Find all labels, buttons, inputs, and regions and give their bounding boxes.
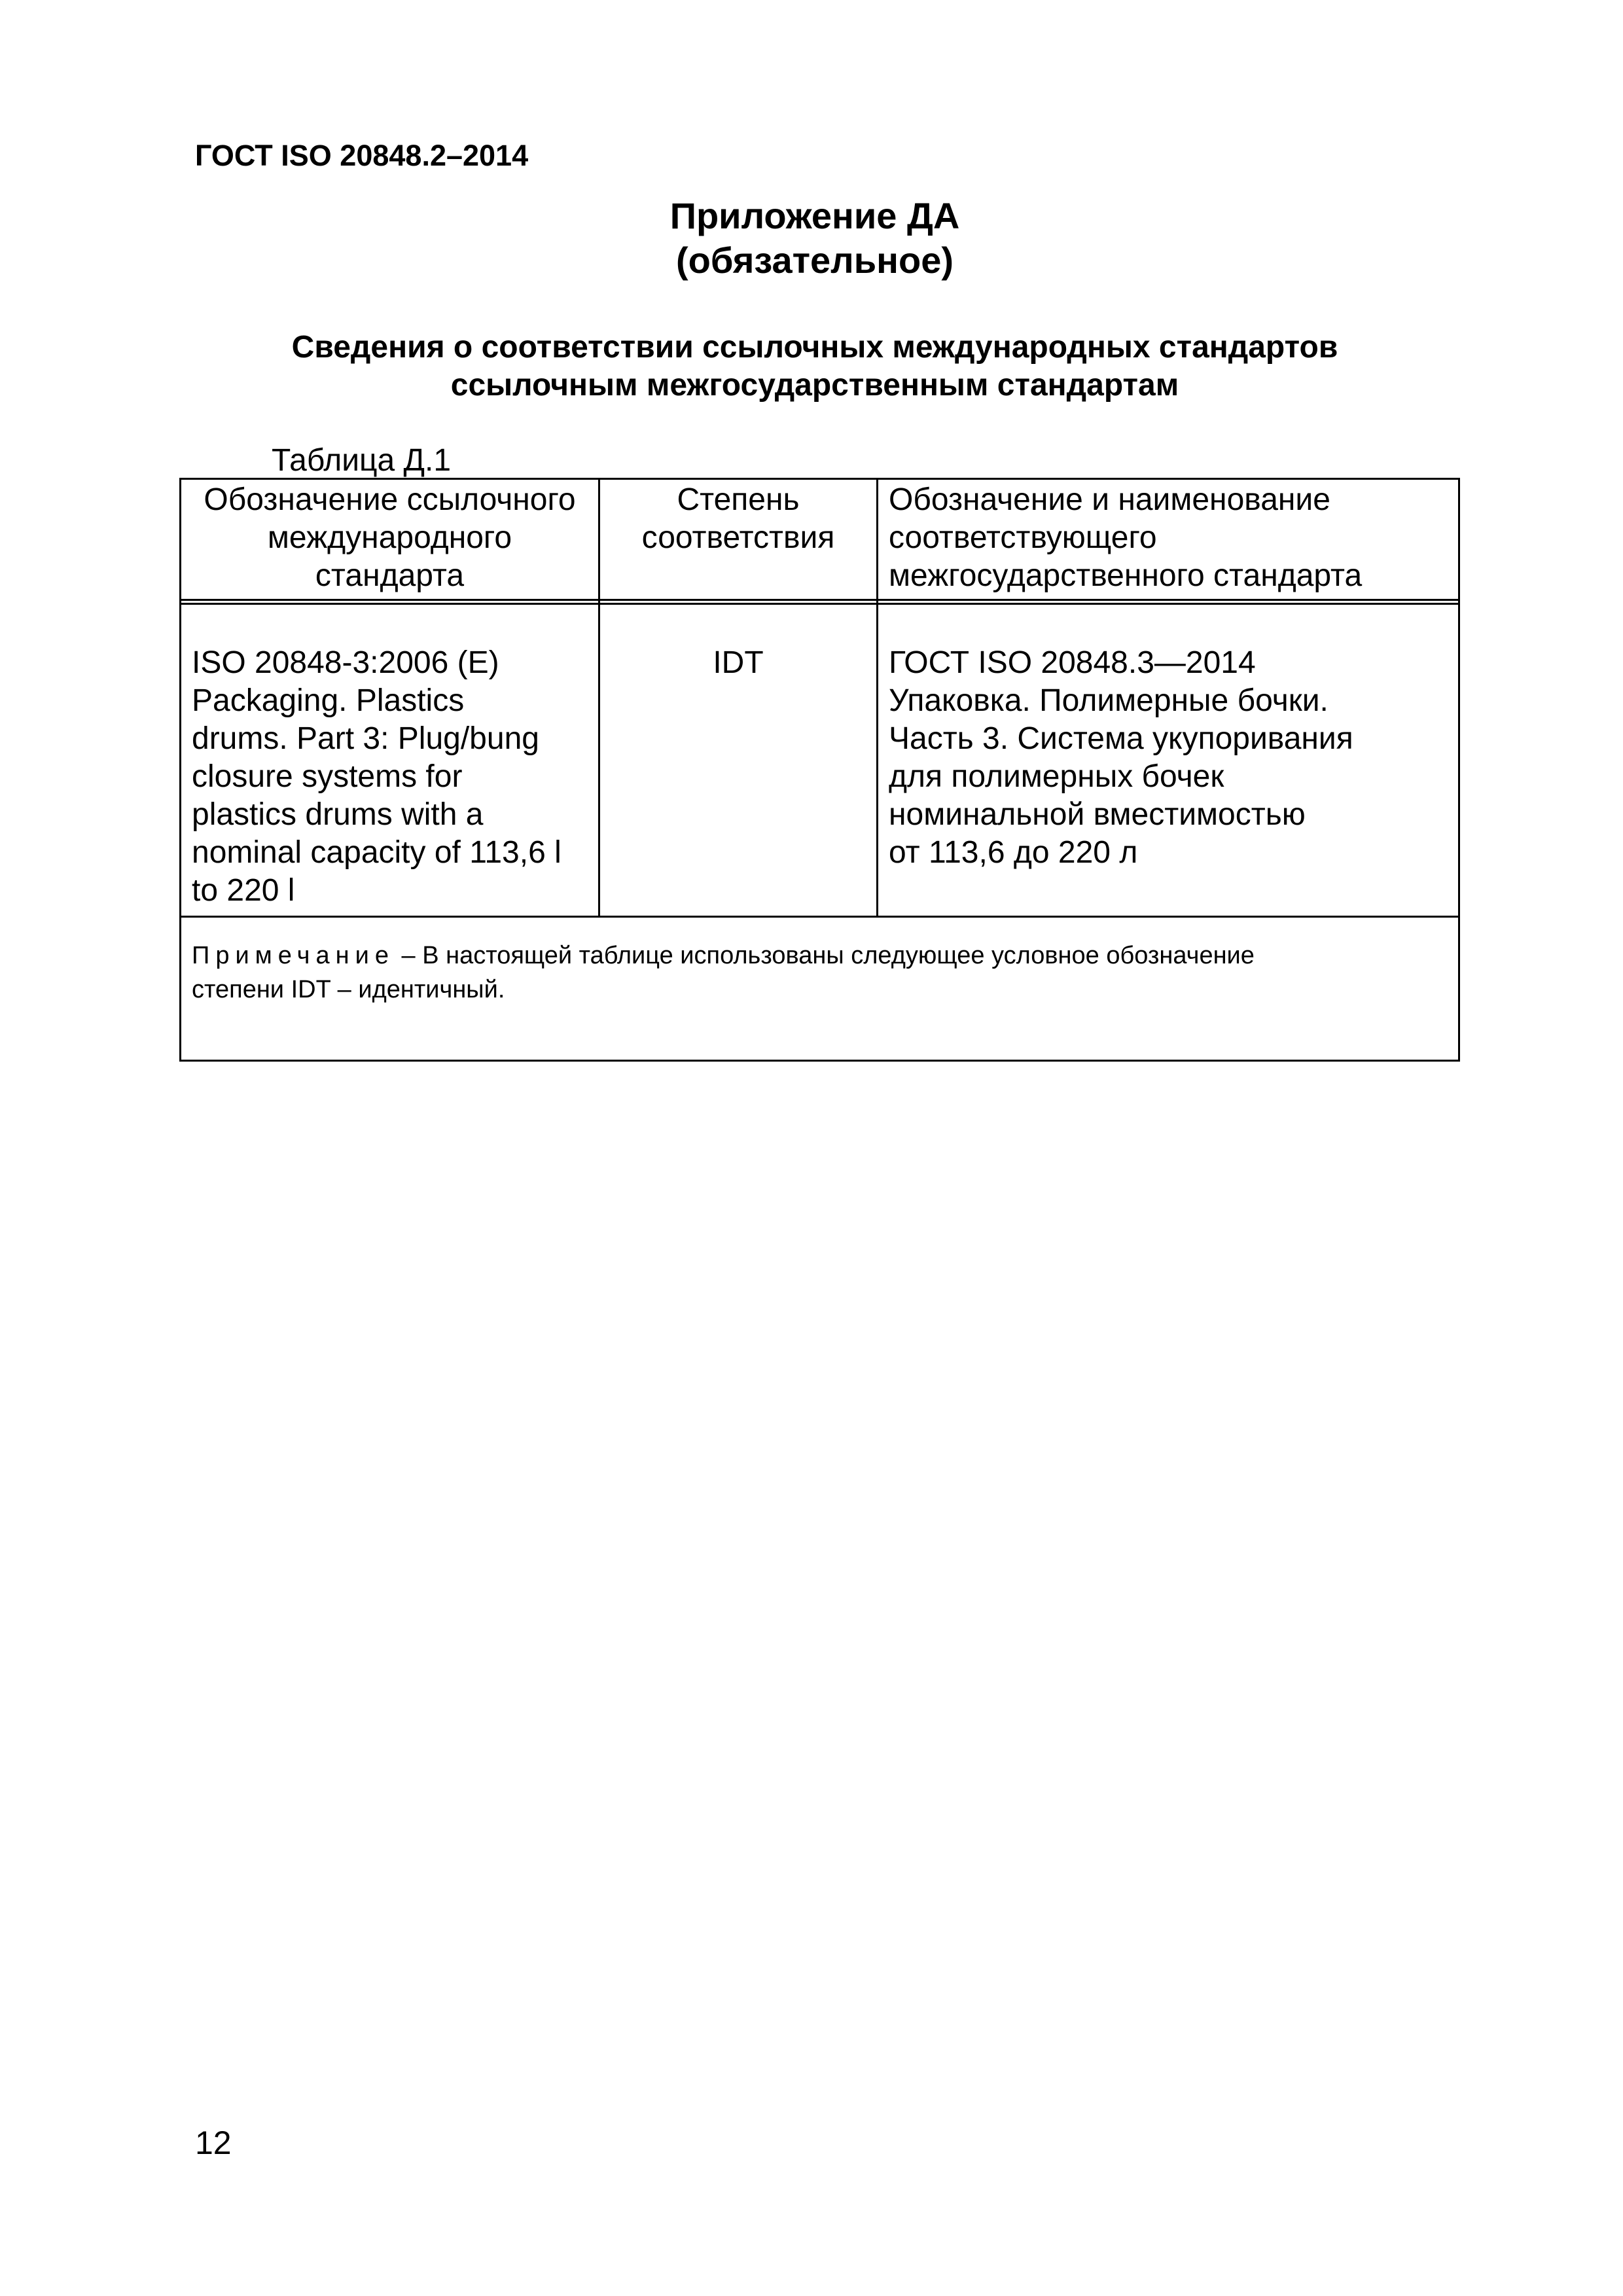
degree-cell — [599, 604, 878, 917]
page-number: 12 — [195, 2125, 232, 2161]
document-code: ГОСТ ISO 20848.2–2014 — [195, 139, 529, 172]
interstate-standard-cell — [878, 604, 1459, 917]
header-cell-line: межгосударственного стандарта — [889, 558, 1363, 593]
international-standard-cell — [181, 604, 599, 917]
annex-heading — [0, 194, 1623, 283]
table-header-row — [181, 479, 1459, 600]
header-cell-line: Степень — [677, 482, 800, 517]
standards-correspondence-table — [179, 478, 1460, 1062]
annex-title: Приложение ДА — [669, 195, 960, 236]
table-row — [181, 604, 1459, 917]
section-heading — [0, 329, 1623, 404]
cell-line: Упаковка. Полимерные бочки. — [889, 683, 1329, 718]
section-title-line-2: ссылочным межгосударственным стандартам — [450, 368, 1179, 403]
header-cell-line: Обозначение ссылочного — [204, 482, 576, 517]
table-note — [181, 917, 1459, 1061]
section-title-line-1: Сведения о соответствии ссылочных международных стандартов — [291, 330, 1338, 365]
header-cell-line: соответствующего — [889, 520, 1157, 555]
header-interstate-standard — [878, 479, 1459, 600]
cell-line: plastics drums with a — [192, 797, 484, 832]
cell-line: для полимерных бочек — [889, 759, 1224, 794]
header-cell-line: стандарта — [315, 558, 465, 593]
note-label: Примечание — [192, 942, 395, 969]
table-caption: Таблица Д.1 — [272, 443, 452, 478]
cell-line: Packaging. Plastics — [192, 683, 465, 718]
cell-line: drums. Part 3: Plug/bung — [192, 721, 539, 756]
note-line-1 — [192, 939, 1448, 973]
cell-line: от 113,6 до 220 л — [889, 835, 1138, 870]
cell-line: nominal capacity of 113,6 l — [192, 835, 562, 870]
note-text: – В настоящей таблице использованы следующее условное обозначение — [394, 942, 1255, 969]
header-cell-line: Обозначение и наименование — [889, 482, 1330, 517]
header-cell-line: международного — [267, 520, 512, 555]
header-cell-line: соответствия — [641, 520, 835, 555]
cell-line: ГОСТ ISO 20848.3—2014 — [889, 645, 1256, 680]
degree-value: IDT — [713, 645, 764, 680]
cell-line: Часть 3. Система укупоривания — [889, 721, 1353, 756]
header-international-standard — [181, 479, 599, 600]
cell-line: номинальной вместимостью — [889, 797, 1306, 832]
note-line-2: степени IDT – идентичный. — [192, 976, 505, 1003]
annex-status: (обязательное) — [675, 240, 954, 281]
cell-line: to 220 l — [192, 873, 295, 908]
cell-line: ISO 20848-3:2006 (E) — [192, 645, 499, 680]
table-note-row — [181, 917, 1459, 1061]
header-degree — [599, 479, 878, 600]
cell-line: closure systems for — [192, 759, 463, 794]
